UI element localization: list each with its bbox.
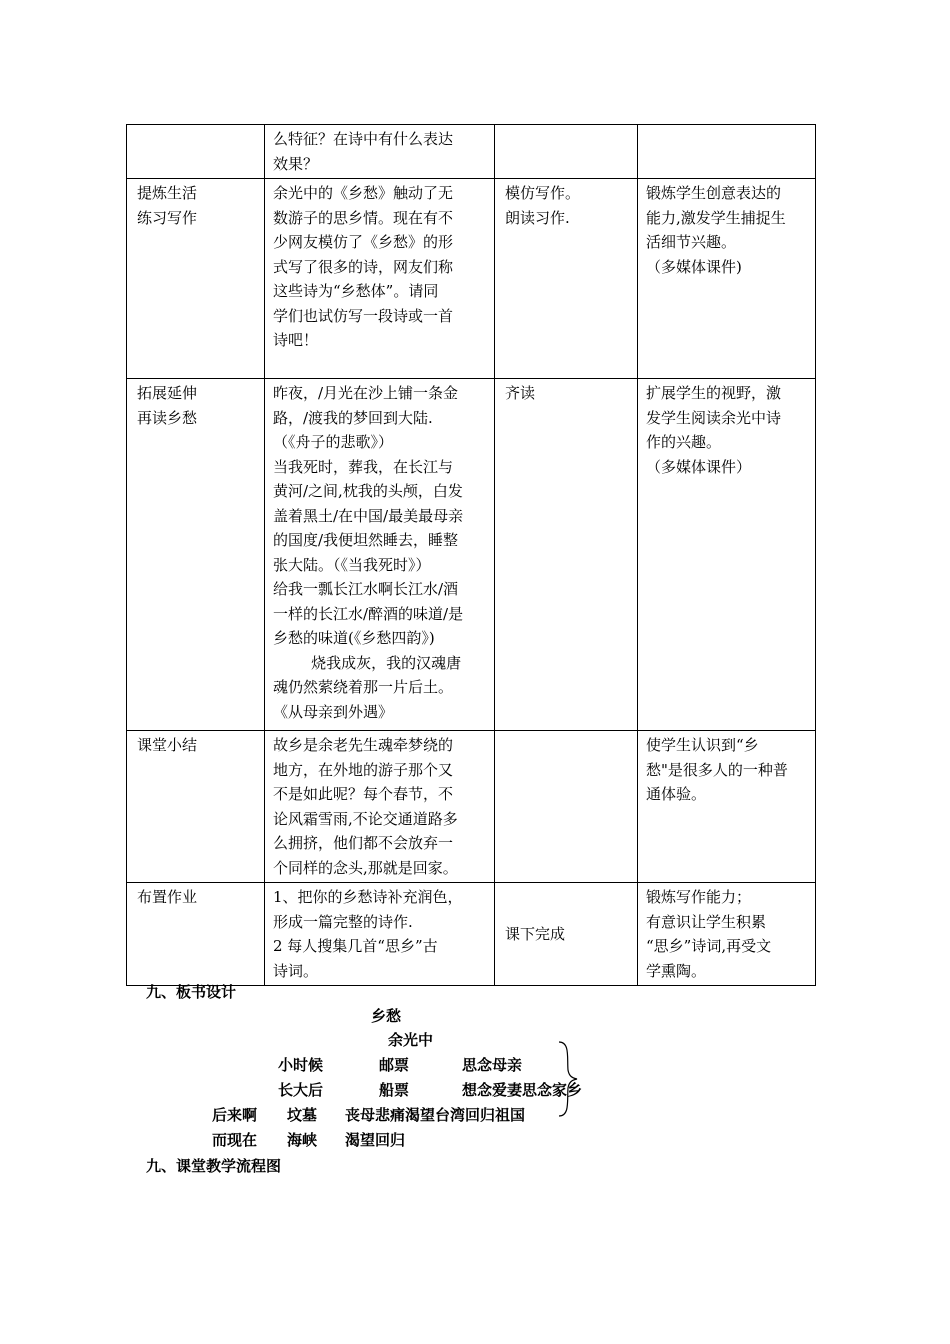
content-line: 诗吧！ — [273, 331, 319, 349]
design-intent-line: 作的兴趣。 — [646, 433, 722, 451]
content-cell — [265, 125, 495, 179]
student-activity-cell — [495, 179, 638, 379]
design-intent-line: 愁"是很多人的一种普 — [646, 760, 788, 779]
design-intent-line: 使学生认识到“乡 — [646, 736, 759, 754]
content-line: 这些诗为“乡愁体”。请同 — [273, 282, 439, 300]
board-object-3: 坟墓 — [287, 1106, 318, 1124]
content-line: 魂仍然萦绕着那一片后土。 — [273, 678, 454, 696]
content-line: 当我死时，葬我，在长江与 — [273, 457, 454, 476]
content-cell — [265, 179, 495, 379]
design-intent-line: 锻炼写作能力； — [646, 888, 752, 906]
stage-cell — [127, 179, 265, 379]
content-line: 余光中的《乡愁》触动了无 — [273, 184, 454, 202]
content-line: （《舟子的悲歌》） — [273, 433, 394, 451]
content-line: 学们也试仿写一段诗或一首 — [273, 306, 454, 325]
board-feeling-4: 渴望回归 — [345, 1131, 406, 1149]
content-line: 诗词。 — [273, 961, 319, 980]
content-line: 论风霜雪雨,不论交通道路多 — [273, 809, 458, 828]
board-feeling-2: 想念爱妻思念家乡 — [462, 1081, 583, 1099]
board-object-1: 邮票 — [379, 1056, 410, 1074]
design-intent-line: 学熏陶。 — [646, 961, 707, 980]
content-line: 效果？ — [273, 154, 319, 173]
content-line: 形成一篇完整的诗作. — [273, 912, 413, 931]
content-line: 《从母亲到外遇》 — [273, 702, 394, 721]
board-time-3: 后来啊 — [212, 1106, 258, 1124]
table-row — [127, 125, 816, 179]
design-intent-line: 能力,激发学生捕捉生 — [646, 208, 786, 227]
student-activity-line: 朗读习作. — [505, 208, 570, 227]
table-row — [127, 379, 816, 731]
design-intent-cell — [638, 379, 816, 731]
design-intent-line: 通体验。 — [646, 785, 707, 803]
student-activity-cell — [495, 883, 638, 986]
content-line: 路，/渡我的梦回到大陆. — [273, 408, 433, 427]
table-row — [127, 883, 816, 986]
stage-cell — [127, 125, 265, 179]
content-line: 故乡是余老先生魂牵梦绕的 — [273, 736, 454, 754]
board-object-4: 海峡 — [287, 1131, 318, 1149]
board-title: 乡愁 — [371, 1007, 402, 1025]
stage-line: 练习写作 — [137, 208, 198, 227]
board-time-1: 小时候 — [278, 1056, 324, 1074]
content-line: 给我一瓢长江水啊长江水/酒 — [273, 580, 459, 598]
design-intent-line: （多媒体课件） — [646, 457, 752, 476]
content-line: 昨夜，/月光在沙上铺一条金 — [273, 384, 459, 402]
student-activity-cell — [495, 379, 638, 731]
table-row — [127, 731, 816, 883]
board-time-2: 长大后 — [278, 1081, 324, 1099]
design-intent-cell — [638, 731, 816, 883]
content-line: 么特征？在诗中有什么表达 — [273, 130, 454, 148]
lesson-plan-table — [126, 124, 816, 986]
board-design-heading: 九、板书设计 — [146, 983, 237, 1001]
content-line: 么拥挤，他们都不会放弃一 — [273, 834, 454, 852]
board-feeling-3: 丧母悲痛渴望台湾回归祖国 — [345, 1106, 526, 1124]
content-line: 1、把你的乡愁诗补充润色， — [273, 888, 463, 906]
student-activity-line: 齐读 — [505, 384, 536, 402]
content-line: 不是如此呢？每个春节，不 — [273, 785, 454, 803]
content-line: 数游子的思乡情。现在有不 — [273, 208, 454, 227]
stage-line: 再读乡愁 — [137, 408, 198, 427]
stage-line: 布置作业 — [137, 888, 198, 906]
content-cell — [265, 883, 495, 986]
content-line: 一样的长江水/醉酒的味道/是 — [273, 604, 464, 623]
content-line: 张大陆。（《当我死时》） — [273, 555, 431, 574]
stage-line: 拓展延伸 — [137, 384, 198, 402]
design-intent-line: “思乡”诗词,再受文 — [646, 937, 772, 955]
board-time-4: 而现在 — [212, 1131, 258, 1149]
content-line: 烧我成灰，我的汉魂唐 — [273, 653, 462, 672]
design-intent-line: 有意识让学生积累 — [646, 912, 767, 931]
flow-chart-heading: 九、课堂教学流程图 — [146, 1157, 282, 1175]
stage-line: 课堂小结 — [137, 736, 198, 754]
content-line: 地方，在外地的游子那个又 — [273, 760, 454, 779]
stage-cell — [127, 731, 265, 883]
student-activity-line: 模仿写作。 — [505, 184, 581, 202]
content-line: 盖着黑土/在中国/最美最母亲 — [273, 506, 464, 525]
content-line: 式写了很多的诗，网友们称 — [273, 257, 454, 276]
design-intent-cell — [638, 883, 816, 986]
design-intent-cell — [638, 179, 816, 379]
table-row — [127, 179, 816, 379]
content-line: 2 每人搜集几首“思乡”古 — [273, 937, 438, 955]
board-author: 余光中 — [388, 1031, 434, 1049]
content-cell — [265, 379, 495, 731]
content-line: 乡愁的味道(《乡愁四韵》) — [273, 629, 435, 647]
stage-cell — [127, 883, 265, 986]
student-activity-line: 课下完成 — [505, 924, 566, 943]
student-activity-cell — [495, 731, 638, 883]
content-line: 少网友模仿了《乡愁》的形 — [273, 233, 454, 251]
design-intent-line: 活细节兴趣。 — [646, 233, 737, 251]
right-brace-icon — [556, 1040, 580, 1118]
content-line: 黄河/之间,枕我的头颅，白发 — [273, 482, 463, 500]
board-object-2: 船票 — [379, 1081, 410, 1099]
design-intent-line: 扩展学生的视野，激 — [646, 384, 782, 402]
content-line: 的国度/我便坦然睡去，睡整 — [273, 531, 459, 549]
design-intent-line: 锻炼学生创意表达的 — [646, 184, 782, 202]
stage-cell — [127, 379, 265, 731]
board-feeling-1: 思念母亲 — [462, 1056, 523, 1074]
design-intent-line: 发学生阅读余光中诗 — [646, 408, 782, 427]
content-line: 个同样的念头,那就是回家。 — [273, 858, 458, 877]
content-cell — [265, 731, 495, 883]
student-activity-cell — [495, 125, 638, 179]
design-intent-line: （多媒体课件) — [646, 257, 742, 276]
design-intent-cell — [638, 125, 816, 179]
stage-line: 提炼生活 — [137, 184, 198, 202]
